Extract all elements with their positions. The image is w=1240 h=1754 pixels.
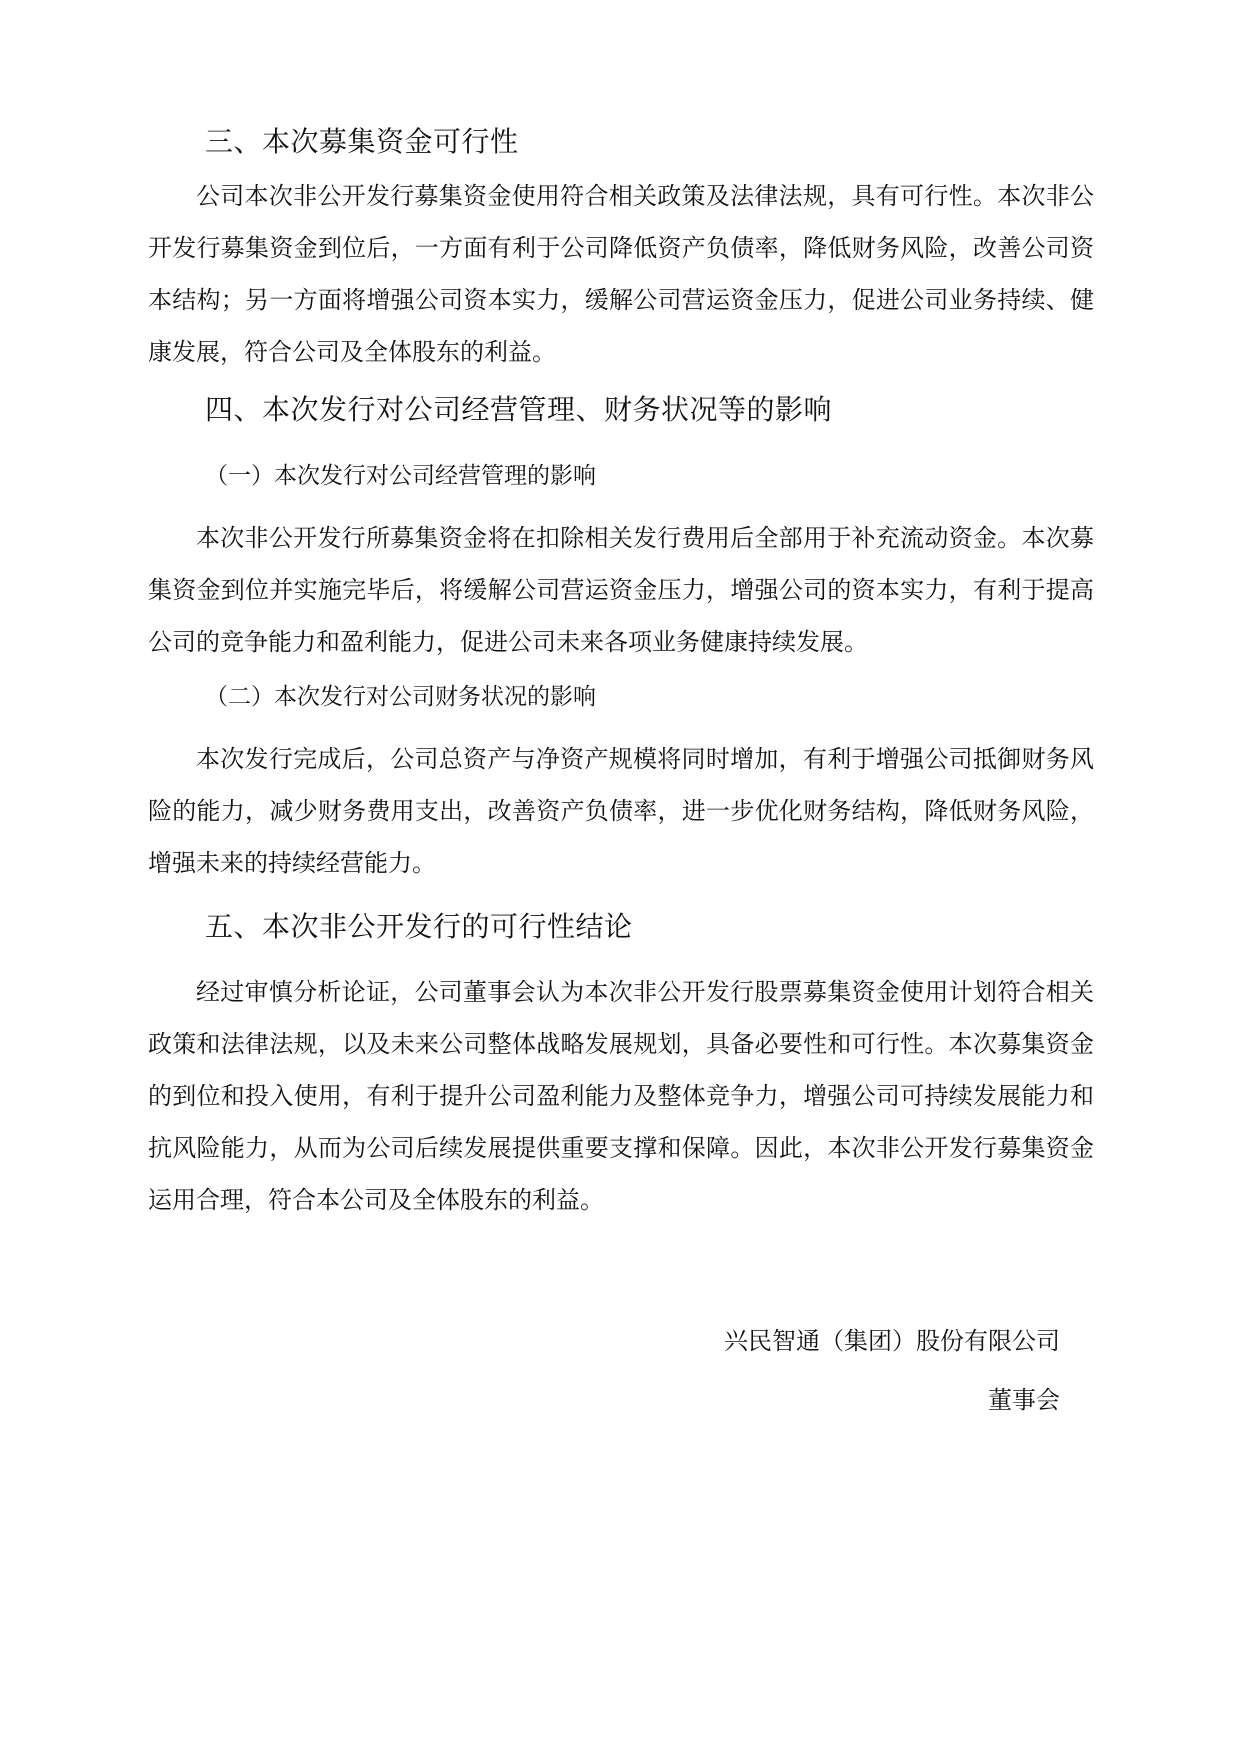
signature-company: 兴民智通（集团）股份有限公司 <box>724 1327 1060 1355</box>
section-5-paragraph: 经过审慎分析论证，公司董事会认为本次非公开发行股票募集资金使用计划符合相关政策和法律法规，以及未来公司整体战略发展规划，具备必要性和可行性。本次募集资金的到位和投入使用，有利于提升公司盈利能力及整体竞争力，增强公司可持续发展能力和抗风险能力，从而为公司后续发展提供重要支撑和保障。因此，本次非公开发行募集资金运用合理，符合本公司及全体股东的利益。 <box>148 978 1094 1214</box>
section-4-sub2-paragraph: 本次发行完成后，公司总资产与净资产规模将同时增加，有利于增强公司抵御财务风险的能力，减少财务费用支出，改善资产负债率，进一步优化财务结构，降低财务风险，增强未来的持续经营能力。 <box>148 745 1094 877</box>
section-4-sub1-heading: （一）本次发行对公司经营管理的影响 <box>205 463 596 489</box>
section-3-paragraph: 公司本次非公开发行募集资金使用符合相关政策及法律法规，具有可行性。本次非公开发行募集资金到位后，一方面有利于公司降低资产负债率，降低财务风险，改善公司资本结构；另一方面将增强公司资本实力，缓解公司营运资金压力，促进公司业务持续、健康发展，符合公司及全体股东的利益。 <box>148 182 1094 366</box>
signature-board: 董事会 <box>988 1386 1060 1414</box>
section-5-heading: 五、本次非公开发行的可行性结论 <box>205 910 633 943</box>
section-4-sub2-heading: （二）本次发行对公司财务状况的影响 <box>205 684 596 710</box>
section-4-sub1-paragraph: 本次非公开发行所募集资金将在扣除相关发行费用后全部用于补充流动资金。本次募集资金到位并实施完毕后，将缓解公司营运资金压力，增强公司的资本实力，有利于提高公司的竞争能力和盈利能力，促进公司未来各项业务健康持续发展。 <box>148 524 1094 656</box>
section-4-heading: 四、本次发行对公司经营管理、财务状况等的影响 <box>205 393 833 426</box>
section-3-heading: 三、本次募集资金可行性 <box>205 125 519 158</box>
